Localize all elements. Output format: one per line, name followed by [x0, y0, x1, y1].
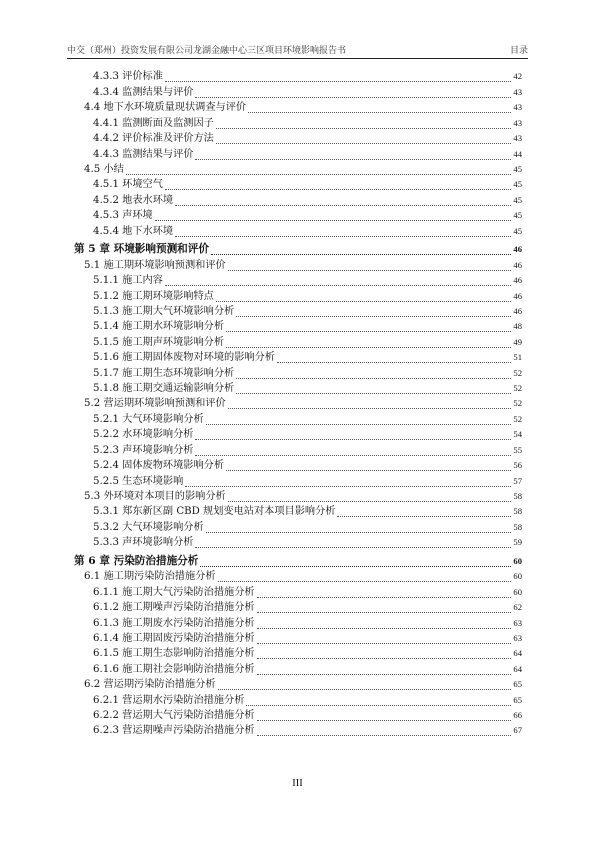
toc-entry-label: 6.2.2 营运期大气污染防治措施分析 — [93, 710, 255, 722]
toc-entry-label: 5.1.8 施工期交通运输影响分析 — [93, 383, 235, 395]
toc-leader-dots — [236, 393, 511, 394]
toc-entry-label: 4.4.1 监测断面及监测因子 — [93, 117, 214, 129]
toc-leader-dots — [226, 470, 511, 471]
toc-leader-dots — [257, 658, 511, 659]
toc-entry-page: 43 — [513, 102, 522, 113]
toc-leader-dots — [257, 643, 511, 644]
toc-entry-page: 60 — [513, 555, 522, 566]
toc-leader-dots — [337, 516, 511, 517]
toc-entry-page: 65 — [513, 694, 522, 705]
toc-entry-page: 59 — [513, 537, 522, 548]
toc-entry-label: 4.4.2 评价标准及评价方法 — [93, 133, 214, 145]
toc-entry-label: 5.3.2 大气环境影响分析 — [93, 521, 204, 533]
toc-leader-dots — [155, 220, 511, 221]
toc-entry-page: 57 — [513, 475, 522, 486]
section-label: 目录 — [509, 46, 528, 56]
toc-entry[interactable] — [74, 536, 522, 551]
toc-entry-page: 55 — [513, 444, 522, 455]
toc-entry-label: 6.1 施工期污染防治措施分析 — [84, 571, 216, 583]
toc-entry[interactable] — [74, 585, 522, 600]
toc-leader-dots — [226, 347, 511, 348]
toc-entry-label: 5.2.1 大气环境影响分析 — [93, 413, 204, 425]
toc-leader-dots — [165, 81, 511, 82]
toc-entry[interactable] — [74, 570, 522, 585]
toc-entry[interactable] — [74, 193, 522, 208]
toc-entry[interactable] — [74, 490, 522, 505]
toc-entry[interactable] — [74, 474, 522, 489]
toc-entry-label: 5.1.6 施工期固体废物对环境的影响分析 — [93, 352, 275, 364]
toc-entry-page: 60 — [513, 571, 522, 582]
toc-entry[interactable] — [74, 224, 522, 239]
toc-entry-label: 5.1.2 施工期环境影响特点 — [93, 290, 214, 302]
toc-entry[interactable] — [74, 320, 522, 335]
toc-entry[interactable] — [74, 163, 522, 178]
toc-entry-page: 48 — [513, 321, 522, 332]
toc-leader-dots — [195, 97, 511, 98]
toc-entry[interactable] — [74, 412, 522, 427]
toc-leader-dots — [206, 424, 511, 425]
toc-leader-dots — [195, 455, 511, 456]
toc-entry-label: 5.2.2 水环境影响分析 — [93, 429, 194, 441]
toc-entry-label: 5.2.5 生态环境影响 — [93, 475, 184, 487]
toc-entry-page: 52 — [513, 413, 522, 424]
toc-entry[interactable] — [74, 240, 522, 259]
toc-entry[interactable] — [74, 366, 522, 381]
toc-entry-page: 58 — [513, 506, 522, 517]
toc-entry-page: 43 — [513, 86, 522, 97]
toc-leader-dots — [216, 143, 511, 144]
toc-leader-dots — [211, 254, 511, 255]
toc-leader-dots — [126, 174, 511, 175]
toc-leader-dots — [257, 720, 511, 721]
toc-leader-dots — [257, 674, 511, 675]
toc-entry-label: 6.1.5 施工期生态影响防治措施分析 — [93, 648, 255, 660]
toc-leader-dots — [216, 301, 511, 302]
toc-entry-page: 45 — [513, 210, 522, 221]
toc-entry[interactable] — [74, 647, 522, 662]
toc-entry-label: 4.5.2 地表水环境 — [93, 194, 174, 206]
toc-leader-dots — [218, 689, 511, 690]
toc-entry-page: 63 — [513, 617, 522, 628]
toc-entry[interactable] — [74, 116, 522, 131]
toc-entry-page: 67 — [513, 725, 522, 736]
toc-entry[interactable] — [74, 209, 522, 224]
toc-entry-page: 45 — [513, 194, 522, 205]
toc-entry-label: 4.5.1 环境空气 — [93, 179, 163, 191]
toc-leader-dots — [257, 735, 511, 736]
toc-entry-page: 46 — [513, 290, 522, 301]
toc-entry-label: 5.1 施工期环境影响预测和评价 — [84, 259, 226, 271]
toc-leader-dots — [257, 628, 511, 629]
toc-entry[interactable] — [74, 678, 522, 693]
toc-entry-page: 42 — [513, 71, 522, 82]
page-number: III — [292, 778, 303, 789]
toc-entry-label: 5.1.7 施工期生态环境影响分析 — [93, 367, 235, 379]
toc-entry[interactable] — [74, 520, 522, 535]
toc-leader-dots — [175, 236, 511, 237]
toc-leader-dots — [236, 378, 511, 379]
toc-entry-label: 6.1.1 施工期大气污染防治措施分析 — [93, 586, 255, 598]
toc-entry[interactable] — [74, 305, 522, 320]
toc-entry[interactable] — [74, 693, 522, 708]
toc-entry[interactable] — [74, 382, 522, 397]
toc-entry[interactable] — [74, 443, 522, 458]
toc-leader-dots — [228, 408, 511, 409]
toc-leader-dots — [246, 705, 511, 706]
toc-entry[interactable] — [74, 616, 522, 631]
toc-entry-page: 58 — [513, 521, 522, 532]
toc-entry[interactable] — [74, 632, 522, 647]
toc-entry[interactable] — [74, 709, 522, 724]
toc-leader-dots — [195, 547, 511, 548]
document-title: 中交（郑州）投资发展有限公司龙湖金融中心三区项目环境影响报告书 — [67, 46, 347, 56]
toc-entry-label: 5.1.4 施工期水环境影响分析 — [93, 321, 225, 333]
toc-leader-dots — [236, 316, 511, 317]
toc-entry-label: 第 5 章 环境影响预测和评价 — [74, 243, 209, 256]
toc-entry[interactable] — [74, 428, 522, 443]
toc-entry[interactable] — [74, 351, 522, 366]
toc-entry-page: 54 — [513, 429, 522, 440]
toc-entry-page: 62 — [513, 602, 522, 613]
toc-entry-page: 65 — [513, 679, 522, 690]
toc-entry-page: 58 — [513, 490, 522, 501]
toc-entry[interactable] — [74, 289, 522, 304]
toc-entry-label: 6.1.6 施工期社会影响防治措施分析 — [93, 663, 255, 675]
toc-leader-dots — [226, 331, 511, 332]
toc-entry[interactable] — [74, 662, 522, 677]
toc-entry[interactable] — [74, 551, 522, 570]
page-header — [67, 40, 528, 59]
toc-entry-page: 52 — [513, 367, 522, 378]
toc-entry[interactable] — [74, 335, 522, 350]
toc-entry[interactable] — [74, 147, 522, 162]
toc-entry-label: 6.2.3 营运期噪声污染防治措施分析 — [93, 725, 255, 737]
toc-entry-label: 4.4 地下水环境质量现状调查与评价 — [84, 102, 247, 114]
toc-leader-dots — [175, 205, 511, 206]
toc-leader-dots — [206, 532, 511, 533]
toc-entry-page: 45 — [513, 163, 522, 174]
toc-entry-page: 52 — [513, 398, 522, 409]
toc-entry[interactable] — [74, 258, 522, 273]
toc-entry-page: 45 — [513, 225, 522, 236]
toc-leader-dots — [165, 285, 511, 286]
toc-entry-page: 43 — [513, 117, 522, 128]
toc-entry-page: 51 — [513, 352, 522, 363]
toc-leader-dots — [195, 439, 511, 440]
toc-entry-page: 63 — [513, 632, 522, 643]
toc-entry[interactable] — [74, 459, 522, 474]
toc-entry-page: 46 — [513, 275, 522, 286]
toc-entry-label: 6.1.2 施工期噪声污染防治措施分析 — [93, 602, 255, 614]
toc-entry-label: 5.1.3 施工期大气环境影响分析 — [93, 305, 235, 317]
toc-entry-label: 6.1.4 施工期固废污染防治措施分析 — [93, 632, 255, 644]
toc-entry-page: 45 — [513, 179, 522, 190]
toc-entry-label: 5.3.1 郑东新区副 CBD 规划变电站对本项目影响分析 — [93, 506, 336, 518]
toc-entry-label: 5.3.3 声环境影响分析 — [93, 537, 194, 549]
toc-entry[interactable] — [74, 85, 522, 100]
toc-entry-page: 46 — [513, 259, 522, 270]
toc-entry-label: 4.3.4 监测结果与评价 — [93, 86, 194, 98]
toc-entry-label: 4.4.3 监测结果与评价 — [93, 148, 194, 160]
toc-leader-dots — [195, 159, 511, 160]
toc-leader-dots — [218, 581, 511, 582]
toc-entry-label: 4.5.3 声环境 — [93, 210, 153, 222]
toc-entry-label: 第 6 章 污染防治措施分析 — [74, 554, 199, 567]
toc-entry-page: 60 — [513, 586, 522, 597]
toc-entry[interactable] — [74, 601, 522, 616]
toc-entry-label: 5.2.3 声环境影响分析 — [93, 444, 194, 456]
toc-entry-label: 5.1.1 施工内容 — [93, 275, 163, 287]
toc-entry[interactable] — [74, 397, 522, 412]
toc-entry[interactable] — [74, 70, 522, 85]
toc-entry-page: 46 — [513, 305, 522, 316]
toc-entry-label: 6.2.1 营运期水污染防治措施分析 — [93, 694, 245, 706]
toc-entry[interactable] — [74, 724, 522, 739]
toc-entry-label: 5.1.5 施工期声环境影响分析 — [93, 336, 225, 348]
toc-leader-dots — [185, 486, 511, 487]
toc-entry-page: 64 — [513, 648, 522, 659]
toc-entry[interactable] — [74, 178, 522, 193]
toc-leader-dots — [228, 270, 511, 271]
toc-entry-page: 43 — [513, 133, 522, 144]
toc-entry-label: 4.5.4 地下水环境 — [93, 225, 174, 237]
toc-entry[interactable] — [74, 101, 522, 116]
toc-entry-label: 6.1.3 施工期废水污染防治措施分析 — [93, 617, 255, 629]
toc-entry[interactable] — [74, 132, 522, 147]
toc-entry-page: 46 — [513, 244, 522, 255]
toc-entry-page: 66 — [513, 710, 522, 721]
toc-entry[interactable] — [74, 274, 522, 289]
toc-leader-dots — [165, 189, 511, 190]
toc-leader-dots — [200, 566, 511, 567]
toc-leader-dots — [248, 112, 511, 113]
toc-leader-dots — [277, 362, 511, 363]
toc-leader-dots — [257, 612, 511, 613]
toc-entry-label: 4.3.3 评价标准 — [93, 71, 163, 83]
toc-entry-label: 4.5 小结 — [84, 163, 124, 175]
toc-entry[interactable] — [74, 505, 522, 520]
toc-entry-label: 5.2.4 固体废物环境影响分析 — [93, 460, 225, 472]
toc-entry-label: 6.2 营运期污染防治措施分析 — [84, 679, 216, 691]
toc-entry-label: 5.2 营运期环境影响预测和评价 — [84, 398, 226, 410]
toc-entry-page: 64 — [513, 663, 522, 674]
toc-leader-dots — [257, 597, 511, 598]
toc-entry-page: 44 — [513, 148, 522, 159]
table-of-contents — [74, 70, 522, 739]
toc-entry-page: 52 — [513, 383, 522, 394]
toc-entry-label: 5.3 外环境对本项目的影响分析 — [84, 490, 226, 502]
toc-entry-page: 49 — [513, 336, 522, 347]
toc-leader-dots — [228, 501, 511, 502]
toc-entry-page: 56 — [513, 460, 522, 471]
toc-leader-dots — [216, 128, 511, 129]
